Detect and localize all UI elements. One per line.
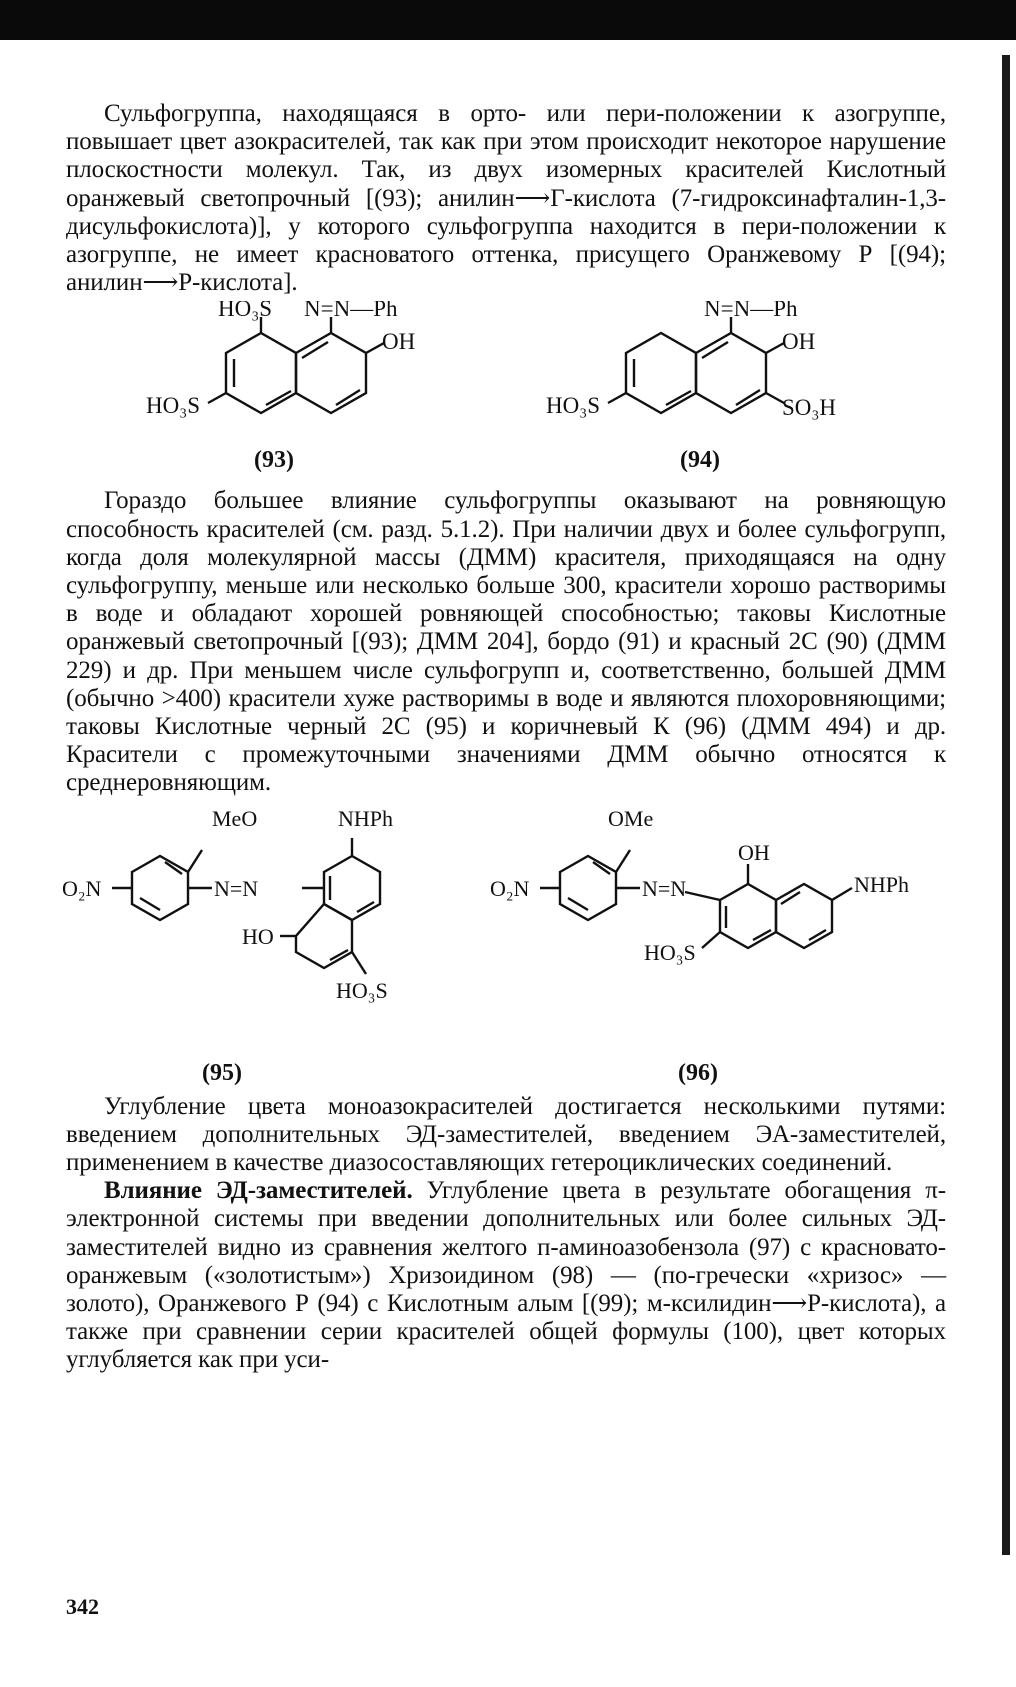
s96-ome: OMe	[608, 805, 654, 831]
s96-no2: O₂N	[490, 875, 530, 901]
structures-93-94	[66, 297, 946, 487]
s96-oh: OH	[738, 839, 770, 865]
s95-azo: N=N	[214, 875, 259, 901]
s95-nhph: NHPh	[338, 805, 394, 831]
s93-azo: N=N—Ph	[304, 301, 398, 322]
paragraph-ed-substituents	[66, 1177, 946, 1374]
s95-no2: O₂N	[62, 875, 102, 901]
structures-95-96	[62, 798, 946, 1093]
structure-96	[480, 802, 950, 1062]
s93-label: (93)	[254, 447, 294, 474]
paragraph-leveling: Гораздо большее влияние сульфогруппы оказывают на ровняющую способность красителей (см. разд. 5.1.2). При наличии двух и более сульфогрупп, когда доля молекулярной массы (ДММ) красителя, приходящаяся на одну сульфогруппу, меньше или несколько больше 300, красители хорошо растворимы в воде и обладают хорошей ровняющей способностью; таковы Кислотные оранжевый светопрочный [(93); ДММ 204], бордо (91) и красный 2С (90) (ДММ 229) и др. При меньшем числе сульфогрупп и, соответственно, большей ДММ (обычно >400) красители хуже растворимы в воде и являются плохоровняющими; таковы Кислотные черный 2С (95) и коричневый К (96) (ДММ 494) и др. Красители с промежуточными значениями ДММ обычно относятся к среднеровняющим.	[66, 487, 946, 797]
s93-so3h-left: HO₃S	[146, 393, 201, 419]
paragraph-sulfo-position: Сульфогруппа, находящаяся в орто- или пери-положении к азогруппе, повышает цвет азокрасителей, так как при этом происходит некоторое нарушение плоскостности молекул. Так, из двух изомерных красителей Кислотный оранжевый светопрочный [(93); анилин⟶Г-кислота (7-гидроксинафталин-1,3-дисульфокислота)], у которого сульфогруппа находится в пери-положении к азогруппе, не имеет красноватого оттенка, присущего Оранжевому Р [(94); анилин⟶Р-кислота].	[66, 100, 946, 297]
ed-body: Углубление цвета в результате обогащения π-электронной системы при введении дополнительных или более сильных ЭД-заместителей видно из сравнения желтого п-аминоазобензола (97) с красновато-оранжевым («золотистым») Хризоидином (98) — (по-гречески «хризос» — золото), Оранжевого Р (94) с Кислотным алым [(99); м-ксилидин⟶Р-кислота), а также при сравнении серии красителей общей формулы (100), цвет которых углубляется как при уси-	[66, 1177, 946, 1374]
right-scan-border	[1002, 40, 1016, 1687]
s96-label: (96)	[678, 1059, 718, 1086]
s93-oh: OH	[382, 329, 416, 355]
s96-azo: N=N	[642, 875, 687, 901]
s94-so3h-left: HO₃S	[546, 393, 601, 419]
s94-label: (94)	[680, 447, 720, 474]
s95-so3h: HO₃S	[336, 977, 388, 1003]
s95-meo: MeO	[212, 805, 258, 831]
s94-so3h-right: SO₃H	[782, 395, 837, 421]
s95-label: (95)	[202, 1059, 242, 1086]
s95-ho: HO	[242, 923, 274, 949]
page-content	[62, 100, 946, 1375]
paragraph-deepening: Углубление цвета моноазокрасителей достигается несколькими путями: введением дополнительных ЭД-заместителей, введением ЭА-заместителей, применением в качестве диазосоставляющих гетероциклических соединений.	[66, 1092, 946, 1177]
s96-nhph: NHPh	[854, 871, 910, 897]
page-number: 342	[66, 1594, 99, 1619]
ed-heading: Влияние ЭД-заместителей.	[104, 1177, 413, 1205]
s94-azo: N=N—Ph	[704, 301, 798, 322]
s94-oh: OH	[782, 329, 816, 355]
top-scan-border	[0, 0, 1016, 40]
s93-so3h-top: HO₃S	[218, 301, 273, 322]
structure-95	[52, 802, 452, 1062]
s96-so3h: HO₃S	[644, 939, 696, 965]
